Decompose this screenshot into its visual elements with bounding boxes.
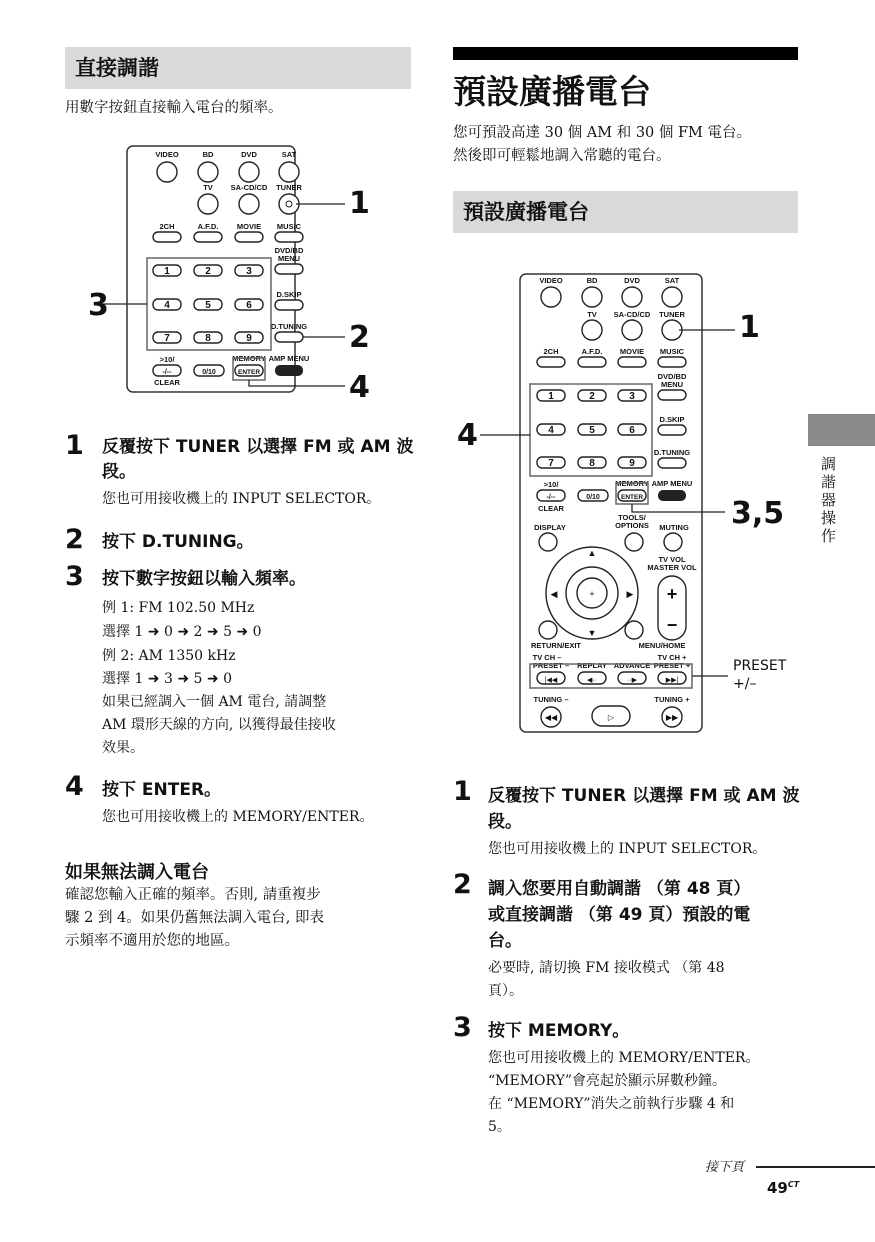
dvdbd-menu-button: [275, 264, 303, 274]
svg-text:4: 4: [548, 425, 554, 436]
step-title: 按下 D.TUNING。: [102, 532, 254, 552]
svg-text:TUNER: TUNER: [659, 310, 685, 319]
step-number: 4: [65, 771, 84, 802]
preset-label: PRESET +/–: [733, 658, 787, 692]
svg-text:PRESET +: PRESET +: [653, 661, 691, 670]
step-note: 如果已經調入一個 AM 電台, 請調整: [102, 694, 327, 710]
music-button: [275, 232, 303, 242]
digit-2: 2: [205, 266, 211, 277]
bd-button: [198, 162, 218, 182]
step-note: 您也可用接收機上的 INPUT SELECTOR。: [102, 491, 381, 507]
trouble-line: 確認您輸入正確的頻率。否則, 請重複步: [65, 887, 321, 903]
step-note: 在 “MEMORY”消失之前執行步驟 4 和: [488, 1096, 735, 1112]
digit-3: 3: [246, 266, 252, 277]
digit-5: 5: [205, 300, 211, 311]
svg-text:0/10: 0/10: [586, 494, 600, 501]
step-number: 3: [453, 1012, 472, 1043]
label-ten: >10/: [159, 355, 175, 364]
section-header-preset: 預設廣播電台: [453, 191, 798, 233]
label-sacdcd: SA-CD/CD: [230, 183, 268, 192]
step-note: 頁）。: [488, 983, 523, 999]
step-title-cont: 段。: [488, 812, 522, 832]
svg-text:3: 3: [629, 391, 635, 402]
step-note: 您也可用接收機上的 MEMORY/ENTER。: [488, 1050, 760, 1066]
svg-text:▷: ▷: [607, 713, 615, 722]
svg-text:+: +: [666, 584, 678, 604]
intro-line: 您可預設高達 30 個 AM 和 30 個 FM 電台。: [453, 125, 751, 141]
svg-text:MEMORY: MEMORY: [615, 479, 649, 488]
svg-text:▶▶: ▶▶: [665, 713, 679, 722]
continued-label: 接下頁: [705, 1160, 745, 1175]
svg-text:BD: BD: [586, 276, 598, 285]
step-title: 按下 ENTER。: [102, 780, 222, 800]
step-number: 1: [453, 776, 472, 807]
svg-text:SAT: SAT: [664, 276, 680, 285]
svg-text:2CH: 2CH: [543, 347, 559, 356]
step-note: 必要時, 請切換 FM 接收模式 （第 48: [488, 960, 725, 976]
remote-illustration-direct: [80, 140, 380, 402]
svg-text:8: 8: [589, 458, 595, 469]
step-title: 按下數字按鈕以輸入頻率。: [102, 569, 306, 589]
trouble-heading: 如果無法調入電台: [65, 862, 209, 883]
svg-text:|◀◀: |◀◀: [544, 677, 558, 684]
digit-8: 8: [205, 333, 211, 344]
step-note: 例 1: FM 102.50 MHz: [102, 600, 255, 616]
svg-text:ADVANCE: ADVANCE: [613, 661, 651, 670]
digit-1: 1: [164, 266, 170, 277]
svg-text:MASTER VOL: MASTER VOL: [647, 563, 697, 572]
svg-text:◀··: ◀··: [586, 677, 598, 684]
svg-text:2: 2: [589, 391, 595, 402]
callout-3: 3: [88, 288, 109, 323]
step-note: 5。: [488, 1119, 511, 1135]
continued-rule: [756, 1166, 875, 1168]
step-note: “MEMORY”會亮起於顯示屏數秒鐘。: [488, 1073, 727, 1089]
svg-text:5: 5: [589, 425, 595, 436]
svg-text:▶: ▶: [626, 589, 634, 599]
step-number: 2: [453, 869, 472, 900]
digit-9: 9: [246, 333, 252, 344]
video-button: [157, 162, 177, 182]
svg-text:▶▶|: ▶▶|: [665, 677, 679, 684]
svg-text:TUNING –: TUNING –: [533, 695, 569, 704]
svg-text:D.TUNING: D.TUNING: [653, 448, 691, 457]
label-tv: TV: [203, 183, 213, 192]
svg-text:MUSIC: MUSIC: [659, 347, 685, 356]
2ch-button: [153, 232, 181, 242]
label-sat: SAT: [281, 150, 297, 159]
digit-6: 6: [246, 300, 252, 311]
svg-text:−: −: [666, 615, 678, 635]
zero-label: 0/10: [202, 369, 216, 376]
ampmenu-button: [275, 365, 303, 376]
enter-label: ENTER: [237, 369, 261, 376]
svg-text:PRESET –: PRESET –: [532, 661, 570, 670]
label-tuner: TUNER: [276, 183, 302, 192]
dvd-button: [239, 162, 259, 182]
label-memory: MEMORY: [232, 354, 266, 363]
dskip-button: [275, 300, 303, 310]
label-dvd: DVD: [241, 150, 257, 159]
dtuning-button: [275, 332, 303, 342]
label-afd: A.F.D.: [197, 222, 219, 231]
svg-text:9: 9: [629, 458, 635, 469]
svg-text:CLEAR: CLEAR: [538, 504, 564, 513]
step-note: 您也可用接收機上的 INPUT SELECTOR。: [488, 841, 767, 857]
label-dtuning: D.TUNING: [270, 322, 308, 331]
label-movie: MOVIE: [236, 222, 262, 231]
step-note: AM 環形天線的方向, 以獲得最佳接收: [102, 717, 336, 733]
section-header-direct-tuning: 直接調諧: [65, 47, 411, 89]
svg-text:D.SKIP: D.SKIP: [659, 415, 685, 424]
label-dskip: D.SKIP: [276, 290, 302, 299]
svg-text:MUTING: MUTING: [659, 523, 689, 532]
step-number: 2: [65, 524, 84, 555]
svg-text:MENU/HOME: MENU/HOME: [638, 641, 686, 650]
svg-text:TV CH +: TV CH +: [657, 653, 687, 662]
svg-text:>10/: >10/: [543, 480, 559, 489]
step-title: 按下 MEMORY。: [488, 1021, 630, 1041]
svg-text:TV CH –: TV CH –: [532, 653, 562, 662]
svg-text:TUNING +: TUNING +: [654, 695, 690, 704]
label-bd: BD: [202, 150, 214, 159]
callout-4-right: 4: [457, 418, 478, 453]
page-title: 預設廣播電台: [453, 72, 651, 111]
page-number: $49^{CT}$: [767, 1179, 800, 1197]
trouble-line: 驟 2 到 4。如果仍舊無法調入電台, 即表: [65, 910, 324, 926]
svg-text:AMP MENU: AMP MENU: [651, 479, 693, 488]
step-title-cont: 台。: [488, 931, 522, 951]
tv-button: [198, 194, 218, 214]
dash-label: -/--: [162, 369, 172, 376]
label-clear: CLEAR: [154, 378, 180, 387]
svg-text:1: 1: [548, 391, 554, 402]
label-2ch: 2CH: [159, 222, 175, 231]
svg-text:MENU: MENU: [660, 380, 684, 389]
digit-7: 7: [164, 333, 170, 344]
svg-text:RETURN/EXIT: RETURN/EXIT: [530, 641, 582, 650]
label-ampmenu: AMP MENU: [268, 354, 310, 363]
svg-text:SA-CD/CD: SA-CD/CD: [613, 310, 651, 319]
callout-2: 2: [349, 320, 370, 355]
digit-4: 4: [164, 300, 170, 311]
movie-button: [235, 232, 263, 242]
direct-tuning-intro: 用數字按鈕直接輸入電台的頻率。: [65, 100, 283, 116]
svg-text:ENTER: ENTER: [620, 494, 644, 501]
svg-text:DVD: DVD: [624, 276, 640, 285]
title-rule: [453, 47, 798, 60]
label-menu: MENU: [277, 254, 301, 263]
step-note: 效果。: [102, 740, 144, 756]
step-number: 3: [65, 561, 84, 592]
svg-text:DISPLAY: DISPLAY: [534, 523, 566, 532]
svg-text:OPTIONS: OPTIONS: [615, 521, 649, 530]
svg-text:TV VOL: TV VOL: [658, 555, 686, 564]
label-video: VIDEO: [155, 150, 179, 159]
svg-text:A.F.D.: A.F.D.: [581, 347, 603, 356]
step-note: 您也可用接收機上的 MEMORY/ENTER。: [102, 809, 374, 825]
callout-1: 1: [349, 186, 370, 221]
trouble-line: 示頻率不適用於您的地區。: [65, 933, 239, 949]
step-title: 調入您要用自動調諧 （第 48 頁）: [488, 879, 751, 899]
svg-text:TOOLS/: TOOLS/: [618, 513, 646, 522]
step-title-cont: 段。: [102, 462, 136, 482]
step-title: 反覆按下 TUNER 以選擇 FM 或 AM 波: [102, 437, 414, 457]
svg-text:▲: ▲: [587, 548, 597, 558]
chapter-tab: [808, 414, 875, 446]
sacdcd-button: [239, 194, 259, 214]
svg-text:DVD/BD: DVD/BD: [657, 372, 687, 381]
sat-button: [279, 162, 299, 182]
step-title: 反覆按下 TUNER 以選擇 FM 或 AM 波: [488, 786, 800, 806]
svg-text:◀◀: ◀◀: [544, 713, 558, 722]
svg-text:◀: ◀: [550, 589, 558, 599]
chapter-tab-label: 調諧器操作: [819, 456, 837, 546]
afd-button: [194, 232, 222, 242]
intro-line: 然後即可輕鬆地調入常聽的電台。: [453, 148, 671, 164]
svg-text:REPLAY: REPLAY: [577, 661, 607, 670]
svg-text:··▶: ··▶: [626, 677, 638, 684]
svg-text:7: 7: [548, 458, 554, 469]
svg-text:6: 6: [629, 425, 635, 436]
svg-text:TV: TV: [587, 310, 597, 319]
label-music: MUSIC: [276, 222, 302, 231]
svg-text:-/--: -/--: [546, 494, 556, 501]
svg-text:VIDEO: VIDEO: [539, 276, 563, 285]
svg-text:▼: ▼: [587, 628, 597, 638]
step-number: 1: [65, 430, 84, 461]
step-note: 選擇 1 ➜ 3 ➜ 5 ➜ 0: [102, 671, 232, 687]
callout-3-5: 3,5: [731, 496, 785, 531]
callout-1-right: 1: [739, 310, 760, 345]
svg-text:+: +: [589, 589, 595, 599]
svg-text:MOVIE: MOVIE: [619, 347, 645, 356]
step-note: 選擇 1 ➜ 0 ➜ 2 ➜ 5 ➜ 0: [102, 624, 262, 640]
label-dvdbd: DVD/BD: [274, 246, 304, 255]
callout-4: 4: [349, 370, 370, 405]
step-note: 例 2: AM 1350 kHz: [102, 648, 236, 664]
step-title-cont: 或直接調諧 （第 49 頁）預設的電: [488, 905, 751, 925]
